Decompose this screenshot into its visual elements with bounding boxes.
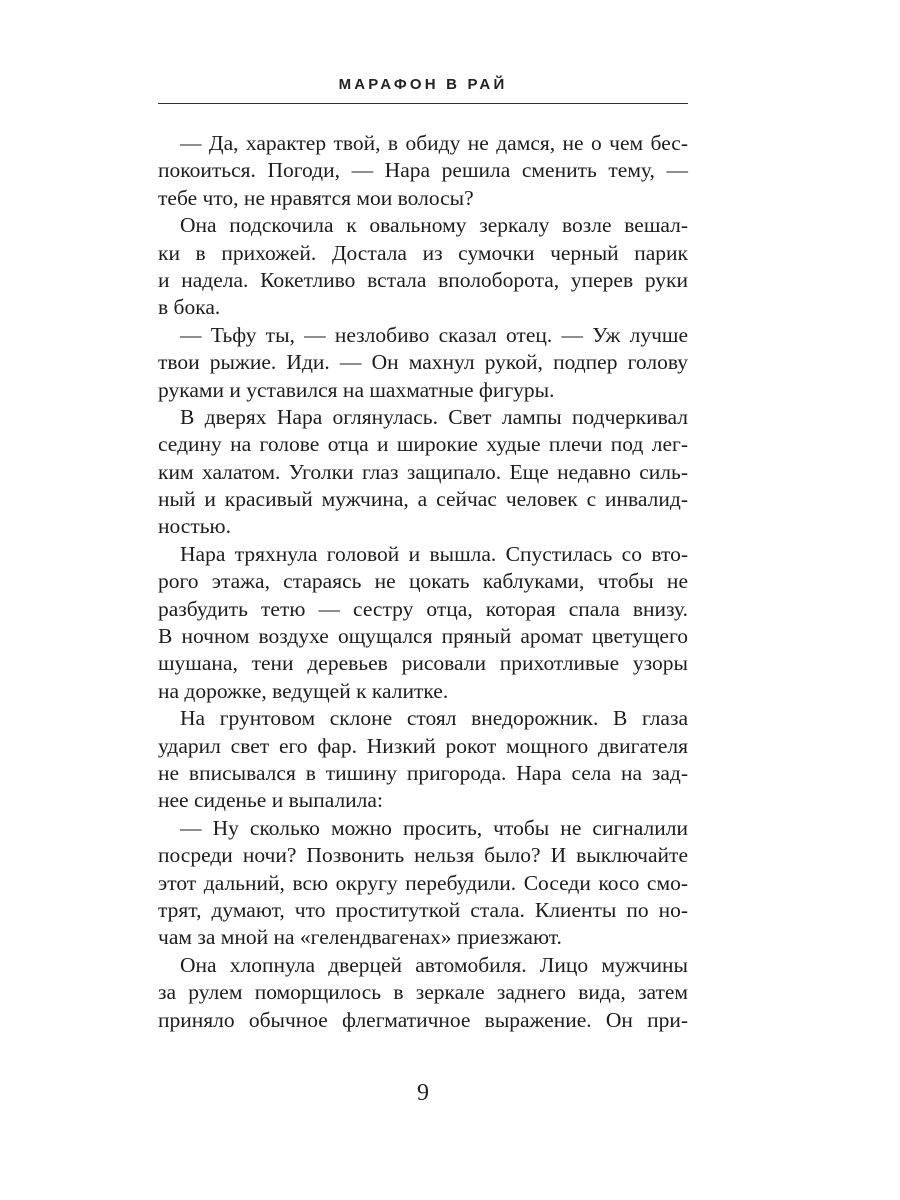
text-line: руками и уставился на шахматные фигуры. (158, 377, 555, 402)
text-line: шушана, тени деревьев рисовали прихотливые узоры (158, 651, 688, 676)
text-line: ностью. (158, 514, 231, 539)
paragraph (158, 705, 688, 815)
paragraph (158, 130, 688, 212)
text-line: чам за мной на «гелендвагенах» приезжают. (158, 925, 562, 950)
paragraph (158, 212, 688, 322)
text-line: Нара тряхнула головой и вышла. Спустилась со вто- (180, 541, 688, 566)
text-line: посреди ночи? Позвонить нельзя было? И выключайте (158, 843, 688, 868)
paragraph (158, 404, 688, 541)
paragraph (158, 952, 688, 1034)
text-line: ударил свет его фар. Низкий рокот мощного двигателя (158, 733, 688, 758)
text-line: и надела. Кокетливо встала вполоборота, уперев руки (158, 267, 688, 292)
text-line: разбудить тетю — сестру отца, которая спала внизу. (158, 596, 688, 621)
text-line: ким халатом. Уголки глаз защипало. Еще недавно силь- (158, 459, 688, 484)
text-line: В дверях Нара оглянулась. Свет лампы подчеркивал (180, 404, 688, 429)
text-line: не вписывался в тишину пригорода. Нара села на зад- (158, 760, 688, 785)
text-line: — Ну сколько можно просить, чтобы не сигналили (180, 815, 688, 840)
text-line: ки в прихожей. Достала из сумочки черный парик (158, 240, 688, 265)
paragraph (158, 815, 688, 952)
paragraph (158, 322, 688, 404)
text-line: ный и красивый мужчина, а сейчас человек с инвалид- (158, 487, 688, 512)
text-line: покоиться. Погоди, — Нара решила сменить тему, — (158, 158, 688, 183)
text-line: этот дальний, всю округу перебудили. Соседи косо смо- (158, 870, 688, 895)
header-rule (158, 103, 688, 104)
text-line: тебе что, не нравятся мои волосы? (158, 185, 474, 210)
running-header: МАРАФОН В РАЙ (338, 76, 508, 93)
text-line: — Да, характер твой, в обиду не дамся, не о чем бес- (180, 131, 688, 155)
text-line: В ночном воздухе ощущался пряный аромат цветущего (158, 624, 688, 649)
page-text (158, 130, 688, 1034)
page-number: 9 (417, 1080, 429, 1106)
paragraph (158, 541, 688, 705)
text-line: седину на голове отца и широкие худые плечи под лег- (158, 432, 688, 457)
text-line: за рулем поморщилось в зеркале заднего вида, затем (158, 980, 688, 1005)
text-line: На грунтовом склоне стоял внедорожник. В глаза (180, 706, 688, 731)
text-line: Она хлопнула дверцей автомобиля. Лицо мужчины (180, 952, 688, 977)
text-line: рого этажа, стараясь не цокать каблуками, чтобы не (158, 569, 688, 594)
text-line: Она подскочила к овальному зеркалу возле вешал- (180, 213, 688, 238)
text-line: твои рыжие. Иди. — Он махнул рукой, подпер голову (158, 350, 688, 375)
text-line: трят, думают, что проституткой стала. Клиенты по но- (158, 897, 688, 922)
text-line: в бока. (158, 295, 221, 320)
text-line: на дорожке, ведущей к калитке. (158, 678, 449, 703)
text-line: приняло обычное флегматичное выражение. Он при- (158, 1007, 688, 1032)
text-line: нее сиденье и выпалила: (158, 788, 383, 813)
text-line: — Тьфу ты, — незлобиво сказал отец. — Уж лучше (180, 322, 688, 347)
